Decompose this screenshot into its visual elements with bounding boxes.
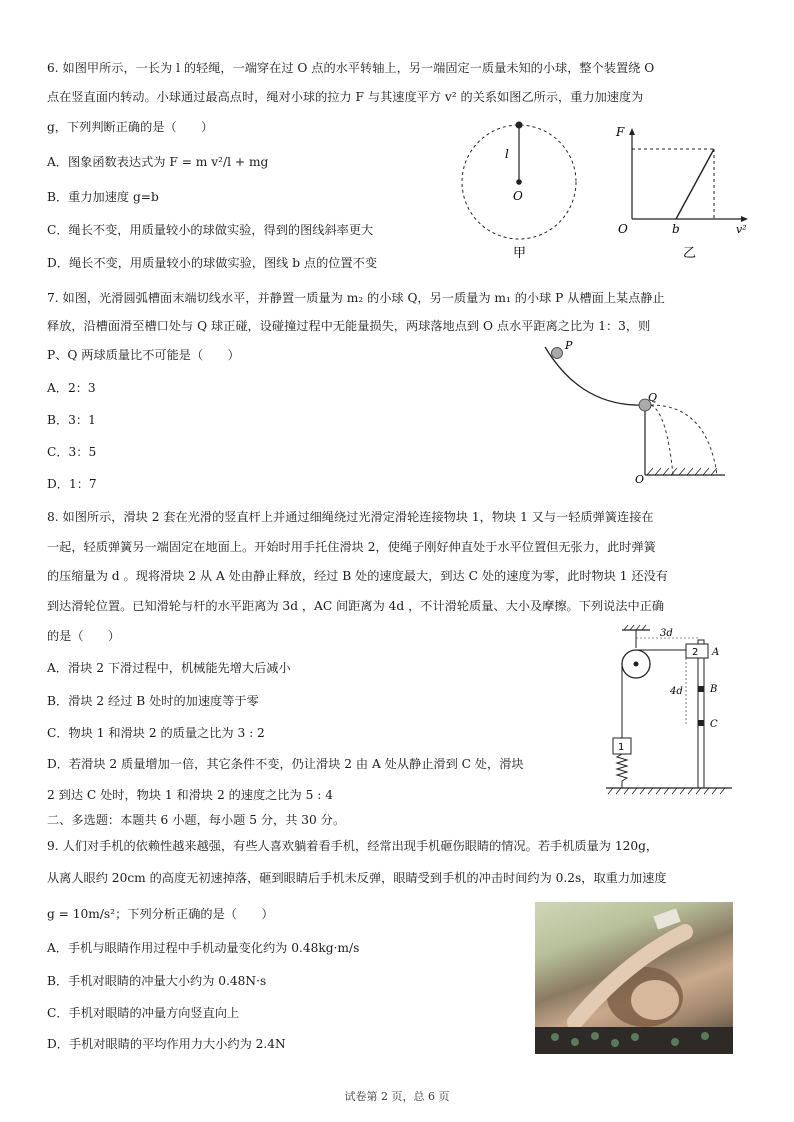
q9-stem-line-1: 9. 人们对手机的依赖性越来越强，有些人喜欢躺着看手机，经常出现手机砸伤眼睛的情况。若手机质量为 120g， [47,839,659,853]
q7-stem-line-1: 7. 如图，光滑圆弧槽面末端切线水平，并静置一质量为 m₂ 的小球 Q，另一质量为 m₁ 的小球 P 从槽面上某点静止 [47,291,665,305]
q7-option-c: C．3：5 [47,445,97,459]
q9-option-c: C．手机对眼睛的冲量方向竖直向上 [47,1006,240,1020]
q9-option-d: D．手机对眼睛的平均作用力大小约为 2.4N [47,1037,286,1051]
q8-option-c: C．物块 1 和滑块 2 的质量之比为 3 : 2 [47,726,265,740]
q8-fig-label-b: B [710,684,718,695]
q8-fig-label-3d: 3d [660,628,673,639]
q8-fig-label-1: 1 [618,742,625,753]
q7-figure [535,335,735,485]
q8-option-d-line-2: 2 到达 C 处时，物块 1 和滑块 2 的速度之比为 5 : 4 [47,788,333,802]
page-footer: 试卷第 2 页，总 6 页 [344,1090,450,1103]
q6-figure-jia [455,118,585,268]
q8-stem-line-4: 到达滑轮位置。已知滑轮与杆的水平距离为 3d ，AC 间距离为 4d ，不计滑轮质量、大小及摩擦。下列说法中正确 [47,599,665,613]
q9-photo [535,902,733,1054]
q8-option-d-line-1: D．若滑块 2 质量增加一倍，其它条件不变，仍让滑块 2 由 A 处从静止滑到 C 处，滑块 [47,757,524,771]
q7-stem-line-2: 释放，沿槽面滑至槽口处与 Q 球正碰，设碰撞过程中无能量损失，两球落地点到 O 点水平距离之比为 1：3，则 [47,319,651,333]
q6-option-a: A．图象函数表达式为 F = m v²/l + mg [47,155,269,169]
fig-yi-label-o: O [618,222,628,236]
q6-stem-line-3: g，下列判断正确的是（ ） [47,120,214,134]
q8-stem-line-3: 的压缩量为 d 。现将滑块 2 从 A 处由静止释放，经过 B 处的速度最大，到达 C 处的速度为零，此时物块 1 还没有 [47,569,668,583]
q7-option-b: B．3：1 [47,413,96,427]
q8-stem-line-5: 的是（ ） [47,629,121,643]
q6-option-b: B．重力加速度 g=b [47,190,159,204]
q8-option-b: B．滑块 2 经过 B 处时的加速度等于零 [47,694,259,708]
q8-fig-label-2: 2 [692,647,699,658]
fig-yi-label-f: F [616,125,625,139]
q7-fig-label-o: O [635,473,645,485]
q6-stem-line-2: 点在竖直面内转动。小球通过最高点时，绳对小球的拉力 F 与其速度平方 v² 的关系如图乙所示，重力加速度为 [47,90,644,104]
q7-fig-label-q: Q [648,391,658,404]
q7-option-a: A．2：3 [47,381,96,395]
q8-stem-line-1: 8. 如图所示，滑块 2 套在光滑的竖直杆上并通过细绳绕过光滑定滑轮连接物块 1，物块 1 又与一轻质弹簧连接在 [47,510,654,524]
fig-yi-label-b: b [672,222,680,236]
q6-option-c: C．绳长不变，用质量较小的球做实验，得到的图线斜率更大 [47,223,374,237]
q6-stem-line-1: 6. 如图甲所示，一长为 l 的轻绳，一端穿在过 O 点的水平转轴上，另一端固定一质量未知的小球，整个装置绕 O [47,61,655,75]
fig-jia-caption: 甲 [513,246,527,261]
q9-option-a: A．手机与眼睛作用过程中手机动量变化约为 0.48kg·m/s [47,941,360,955]
q7-stem-line-3: P、Q 两球质量比不可能是（ ） [47,348,240,362]
q8-fig-label-a: A [712,647,720,658]
fig-jia-label-l: l [505,147,509,161]
q8-figure [600,620,740,800]
q8-option-a: A．滑块 2 下滑过程中，机械能先增大后减小 [47,661,291,675]
q9-option-b: B．手机对眼睛的冲量大小约为 0.48N·s [47,974,267,988]
fig-yi-label-v: v² [736,223,747,236]
q8-stem-line-2: 一起，轻质弹簧另一端固定在地面上。开始时用手托住滑块 2，使绳子刚好伸直处于水平位置但无张力，此时弹簧 [47,540,656,554]
q6-figure-yi [608,118,758,268]
q7-option-d: D．1：7 [47,477,97,491]
fig-yi-caption: 乙 [683,246,697,261]
fig-jia-label-o: O [513,189,523,203]
q9-stem-line-3: g = 10m/s²；下列分析正确的是（ ） [47,907,274,921]
q8-fig-label-c: C [710,719,718,730]
q6-option-d: D．绳长不变，用质量较小的球做实验，图线 b 点的位置不变 [47,256,378,270]
q8-fig-label-4d: 4d [670,686,683,697]
q7-fig-label-p: P [565,339,573,352]
q9-stem-line-2: 从离人眼约 20cm 的高度无初速掉落，砸到眼睛后手机未反弹，眼睛受到手机的冲击时间约为 0.2s，取重力加速度 [47,871,667,885]
section-2-heading: 二、多选题：本题共 6 小题，每小题 5 分，共 30 分。 [47,813,346,827]
